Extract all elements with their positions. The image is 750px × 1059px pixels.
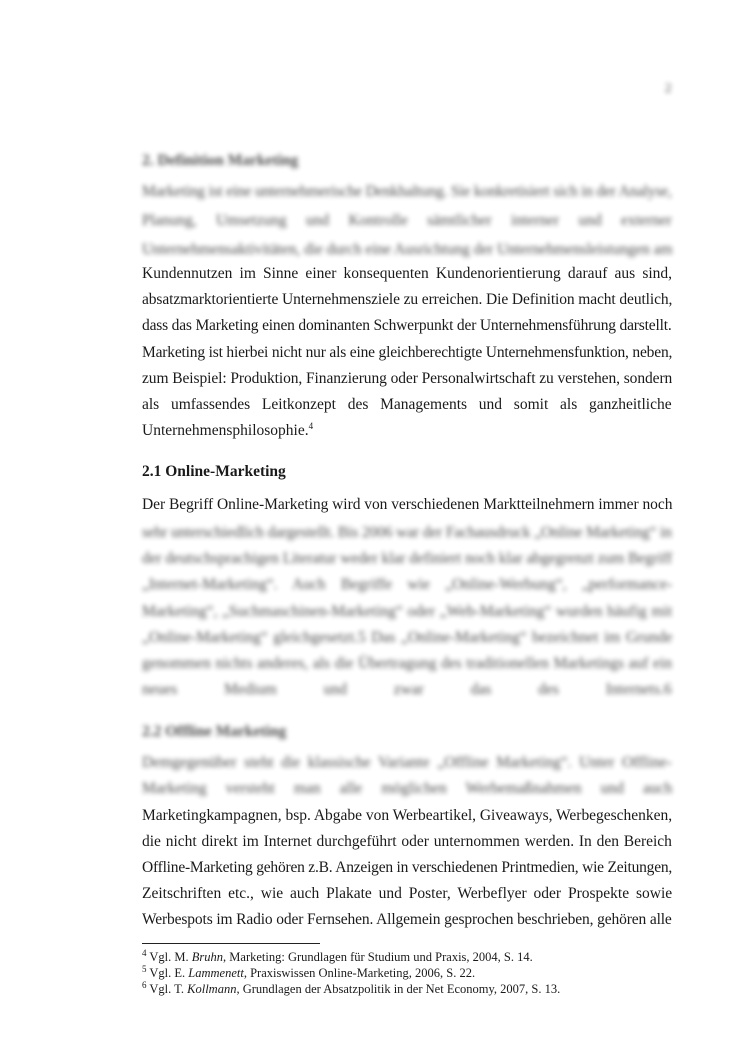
- blurred-line: Marketing versteht man alle möglichen Werbemaßnahmen und auch: [142, 780, 673, 797]
- footnote-number: 6: [142, 979, 147, 990]
- paragraph-line: Offline-Marketing gehören z.B. Anzeigen in verschiedenen Printmedien, wie Zeitungen,: [142, 859, 673, 876]
- footnote-ref: 4: [308, 420, 314, 431]
- blurred-line: Planung, Umsetzung und Kontrolle sämtlicher interner und externer: [142, 212, 672, 229]
- footnote-text: Vgl. T.: [149, 982, 188, 996]
- footnote-author: Lammenett: [188, 966, 244, 980]
- paragraph-line: absatzmarktorientierte Unternehmensziele zu erreichen. Die Definition macht deutlich,: [142, 291, 673, 308]
- blurred-line: der deutschsprachigen Literatur weder klar definiert noch klar abgegrenzt zum Begriff: [142, 550, 673, 567]
- blurred-line: Unternehmensaktivitäten, die durch eine Ausrichtung der Unternehmensleistungen am: [142, 241, 673, 258]
- paragraph-line: dass das Marketing einen dominanten Schwerpunkt der Unternehmensführung darstellt.: [142, 317, 672, 334]
- blurred-line: Marketing ist eine unternehmerische Denkhaltung. Sie konkretisiert sich in der Analyse,: [142, 183, 672, 200]
- paragraph-line: Kundennutzen im Sinne einer konsequenten Kundenorientierung darauf aus sind,: [142, 265, 673, 282]
- paragraph-line: die nicht direkt im Internet durchgeführt oder unternommen werden. In den Bereich: [142, 833, 672, 850]
- blurred-line: Demgegenüber steht die klassische Variante „Offline Marketing“. Unter Offline-: [142, 754, 672, 771]
- blurred-line: Marketing“, „Suchmaschinen-Marketing“ oder „Web-Marketing“ wurden häufig mit: [142, 603, 673, 620]
- footnote-text: , Grundlagen der Absatzpolitik in der Net Economy, 2007, S. 13.: [236, 982, 561, 996]
- footnote-text: , Praxiswissen Online-Marketing, 2006, S. 22.: [243, 966, 476, 980]
- footnote-number: 4: [142, 947, 147, 958]
- paragraph-line: zum Beispiel: Produktion, Finanzierung oder Personalwirtschaft zu verstehen, sondern: [142, 370, 673, 387]
- footnote-author: Kollmann: [187, 982, 237, 996]
- footnote-text: , Marketing: Grundlagen für Studium und Praxis, 2004, S. 14.: [223, 950, 533, 964]
- blurred-line: neues Medium und zwar das des Internets.6: [142, 681, 672, 698]
- blurred-line: genommen nichts anderes, als die Übertragung des traditionellen Marketings auf ein: [142, 655, 672, 672]
- paragraph-line-last: [142, 421, 672, 441]
- footnote: [142, 947, 533, 965]
- blurred-line: „Internet-Marketing“. Auch Begriffe wie „Online-Werbung“, „performance-: [142, 576, 673, 593]
- paragraph-line: Zeitschriften etc., wie auch Plakate und Poster, Werbeflyer oder Prospekte sowie: [142, 885, 673, 902]
- footnote: [142, 963, 476, 981]
- page-number: 2: [665, 80, 672, 95]
- paragraph-text: Unternehmensphilosophie.: [142, 422, 309, 439]
- paragraph-line: Marketingkampagnen, bsp. Abgabe von Werbeartikel, Giveaways, Werbegeschenken,: [142, 807, 673, 824]
- blurred-line: „Online-Marketing“ gleichgesetzt.5 Das „Online-Marketing“ bezeichnet im Grunde: [142, 629, 673, 646]
- footnote-number: 5: [142, 963, 147, 974]
- paragraph-line: Marketing ist hierbei nicht nur als eine gleichberechtigte Unternehmensfunktion, neben,: [142, 344, 673, 361]
- paragraph-line: Der Begriff Online-Marketing wird von verschiedenen Marktteilnehmern immer noch: [142, 496, 673, 513]
- footnote: [142, 979, 561, 997]
- footnote-text: Vgl. E.: [149, 966, 189, 980]
- paragraph-line: als umfassendes Leitkonzept des Managements und somit als ganzheitliche: [142, 396, 672, 413]
- section-heading-definition: 2. Definition Marketing: [142, 152, 299, 169]
- paragraph-line: Werbespots im Radio oder Fernsehen. Allgemein gesprochen beschrieben, gehören alle: [142, 911, 672, 928]
- footnote-separator: [142, 943, 320, 944]
- blurred-line: sehr unterschiedlich dargestellt. Bis 2006 war der Fachausdruck „Online Marketing“ in: [142, 524, 672, 541]
- footnote-author: Bruhn: [191, 950, 224, 964]
- footnote-text: Vgl. M.: [149, 950, 192, 964]
- section-heading-online-marketing: 2.1 Online-Marketing: [142, 463, 286, 480]
- section-heading-offline-marketing: 2.2 Offline Marketing: [142, 723, 287, 740]
